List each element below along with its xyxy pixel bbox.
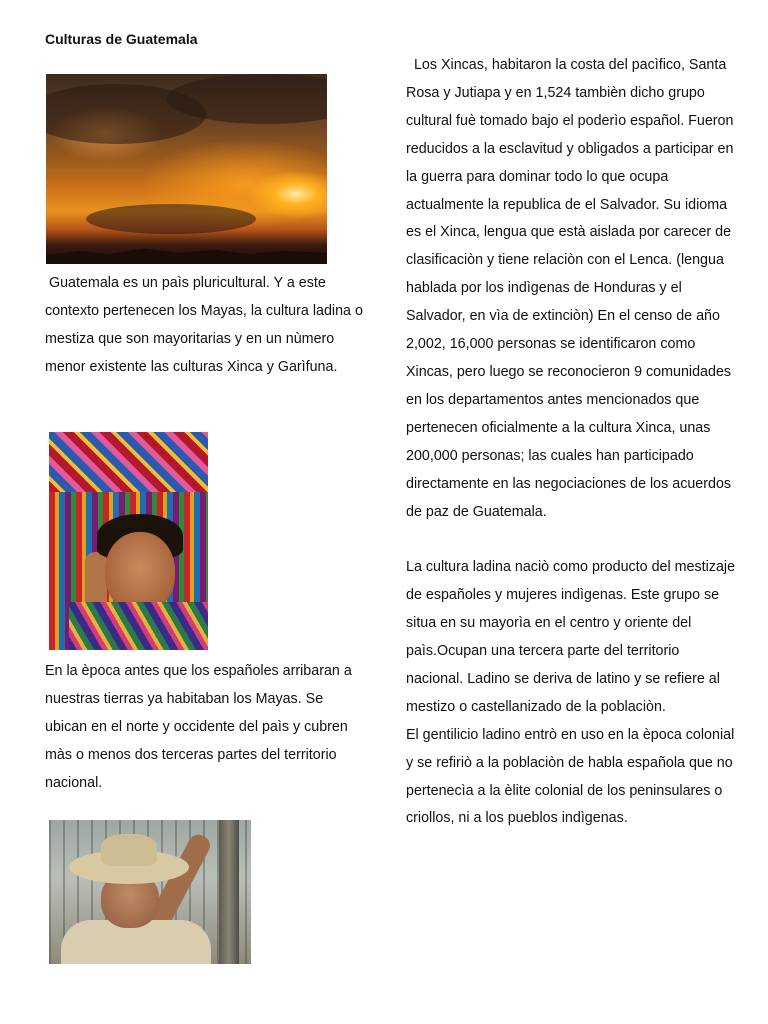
girl-image [49,432,208,650]
right-column [406,52,740,833]
mountain-silhouette [46,242,327,264]
left-column-top [45,270,367,382]
xincas-paragraph: Los Xincas, habitaron la costa del pacìfico, Santa Rosa y Jutiapa y en 1,524 tambièn dicho grupo cultural fuè tomado bajo el poderìo español. Fueron reducidos a la esclavitud y obligados a participar en la guerra para dominar todo lo que ocupa actualmente la republica de el Salvador. Su idioma es el Xinca, lengua que està aislada por carecer de clasificaciòn y tiene relaciòn con el Lenca. (lengua hablada por los indìgenas de Honduras y el Salvador, en vìa de extinciòn) En el censo de año 2,002, 16,000 personas se identificaron como Xincas, pero luego se reconocieron 9 comunidades en los departamentos antes mencionados que pertenecen oficialmente a la cultura Xinca, unas 200,000 personas; las cuales han participado directamente en las negociaciones de los acuerdos de paz de Guatemala. [406,57,738,520]
mayas-paragraph: En la època antes que los españoles arribaran a nuestras tierras ya habitaban los Mayas. Se ubican en el norte y occidente del paìs y cubren màs o menos dos terceras partes del territorio nacional. [45,663,356,791]
sunset-image [46,74,327,264]
gentilicio-paragraph: El gentilicio ladino entrò en uso en la època colonial y se refiriò a la poblaciòn de habla española que no pertenecìa a la èlite colonial de los peninsulares o criollos, ni a los pueblos indìgenas. [406,726,739,827]
intro-paragraph: Guatemala es un paìs pluricultural. Y a este contexto pertenecen los Mayas, la cultura ladina o mestiza que son mayoritarias y en un nùmero menor existente las culturas Xinca y Garìfuna. [45,275,367,375]
man-image [49,820,251,964]
page-title: Culturas de Guatemala [45,31,198,47]
left-column-bottom [45,658,363,798]
blouse-pattern [69,602,208,650]
ladina-paragraph: La cultura ladina naciò como producto del mestizaje de españoles y mujeres indìgenas. Este grupo se situa en su mayorìa en el centro y oriente del paìs.Ocupan una tercera parte del territorio nacional. Ladino se deriva de latino y se refiere al mestizo o castellanizado de la poblaciòn. [406,559,740,715]
post-shape [219,820,239,964]
hat-crown [101,834,157,866]
face-shape [105,532,175,612]
cloud-shape [86,204,256,234]
textile-pattern [49,432,208,492]
